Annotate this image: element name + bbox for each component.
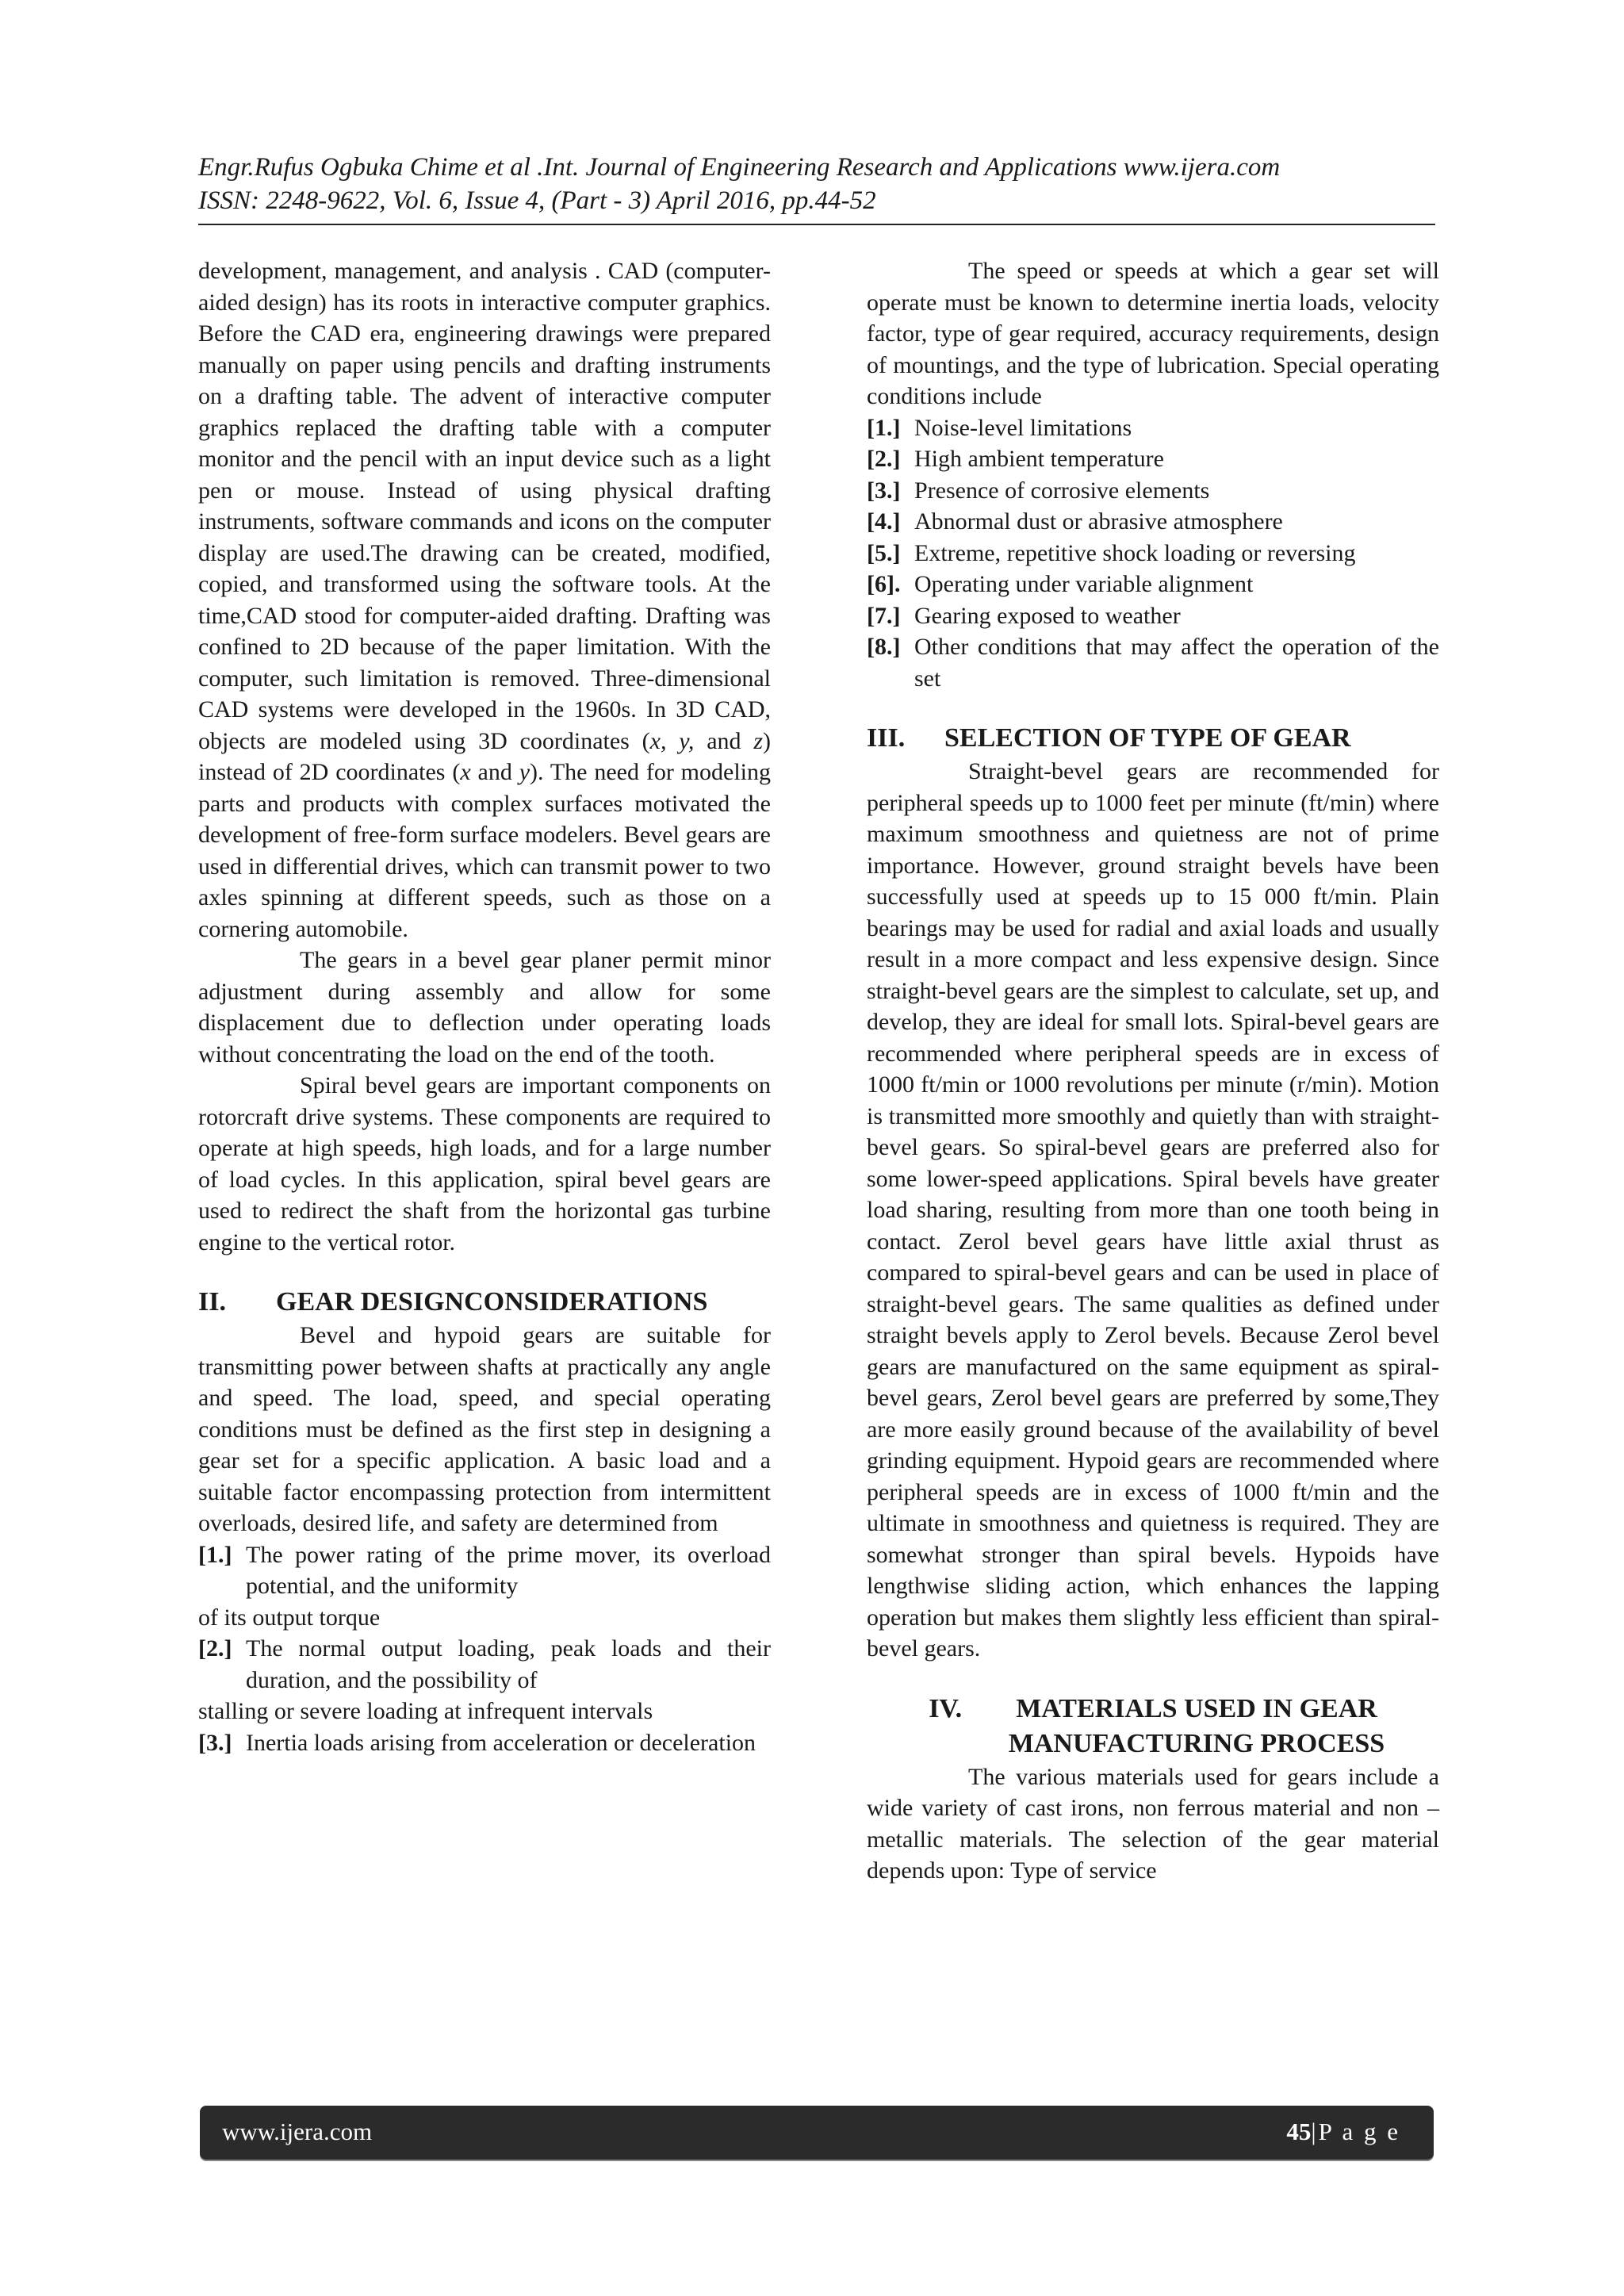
section-number: II. bbox=[198, 1287, 226, 1317]
list-item-text: The power rating of the prime mover, its overload potential, and the uniformity bbox=[246, 1541, 771, 1599]
section-title: SELECTION OF TYPE OF GEAR bbox=[944, 723, 1351, 753]
footer-website: www.ijera.com bbox=[222, 2118, 373, 2145]
condition-text: Presence of corrosive elements bbox=[914, 477, 1210, 504]
list-item-continuation: stalling or severe loading at infrequent intervals bbox=[198, 1698, 653, 1724]
paragraph-bevel-planer: The gears in a bevel gear planer permit minor adjustment during assembly and allow for some displacement due to deflection under operating loads without concentrating the load on the end of the tooth. bbox=[198, 947, 771, 1068]
condition-item bbox=[867, 631, 1439, 694]
page-footer bbox=[200, 2106, 1434, 2160]
condition-text: Extreme, repetitive shock loading or reversing bbox=[914, 539, 1356, 566]
list-item-text: Inertia loads arising from acceleration or deceleration bbox=[246, 1729, 756, 1756]
section-heading-gear-design bbox=[198, 1285, 771, 1320]
header-rule bbox=[198, 224, 1435, 225]
condition-text: High ambient temperature bbox=[914, 446, 1164, 472]
condition-number: [5.] bbox=[867, 539, 901, 566]
list-item-continuation: of its output torque bbox=[198, 1604, 381, 1631]
condition-item bbox=[867, 600, 1439, 632]
section-heading-gear-selection bbox=[867, 721, 1439, 756]
footer-page-number: 45|P a g e bbox=[1286, 2118, 1400, 2145]
section-title-line1: MATERIALS USED IN GEAR bbox=[1016, 1693, 1377, 1723]
condition-number: [2.] bbox=[867, 446, 901, 472]
list-item-number: [2.] bbox=[198, 1635, 232, 1662]
condition-text: Noise-level limitations bbox=[914, 414, 1132, 441]
paragraph-gear-selection: Straight-bevel gears are recommended for peripheral speeds up to 1000 feet per minute (ft/min) where maximum smoothness and quietness are not of prime importance. However, ground straight bevels have been successfully used at speeds up to 15 000 ft/min. Plain bearings may be used for radial and axial loads and usually result in a more compact and less expensive design. Since straight-bevel gears are the simplest to calculate, set up, and develop, they are ideal for small lots. Spiral-bevel gears are recommended where peripheral speeds are in excess of 1000 ft/min or 1000 revolutions per minute (r/min). Motion is transmitted more smoothly and quietly than with straight-bevel gears. So spiral-bevel gears are preferred also for some lower-speed applications. Spiral bevels have greater load sharing, resulting from more than one tooth being in contact. Zerol bevel gears have little axial thrust as compared to spiral-bevel gears and can be used in place of straight-bevel gears. The same qualities as defined under straight bevels apply to Zerol bevels. Because Zerol bevel gears are manufactured on the same equipment as spiral-bevel gears, Zerol bevel gears are preferred by some,They are more easily ground because of the availability of bevel grinding equipment. Hypoid gears are recommended where peripheral speeds are in excess of 1000 ft/min and the ultimate in smoothness and quietness is required. They are somewhat stronger than spiral bevels. Hypoids have lengthwise sliding action, which enhances the lapping operation but makes them slightly less efficient than spiral-bevel gears. bbox=[867, 758, 1439, 1662]
section-heading-materials bbox=[867, 1692, 1439, 1761]
condition-number: [4.] bbox=[867, 508, 901, 535]
condition-text: Operating under variable alignment bbox=[914, 571, 1254, 597]
section-number: IV. bbox=[929, 1693, 963, 1723]
section-number: III. bbox=[867, 723, 906, 753]
list-item-number: [1.] bbox=[198, 1541, 232, 1568]
condition-number: [7.] bbox=[867, 602, 901, 629]
condition-number: [3.] bbox=[867, 477, 901, 504]
condition-item bbox=[867, 412, 1439, 444]
paragraph-gear-speed: The speed or speeds at which a gear set will operate must be known to determine inertia loads, velocity factor, type of gear required, accuracy requirements, design of mountings, and the type of lubrication. Special operating conditions include bbox=[867, 258, 1439, 409]
condition-number: [6]. bbox=[867, 571, 901, 597]
paragraph-gear-design: Bevel and hypoid gears are suitable for transmitting power between shafts at practically any angle and speed. The load, speed, and special operating conditions must be defined as the first step in designing a gear set for a specific application. A basic load and a suitable factor encompassing protection from intermittent overloads, desired life, and safety are determined from bbox=[198, 1322, 771, 1536]
list-item-number: [3.] bbox=[198, 1729, 232, 1756]
header-citation: Engr.Rufus Ogbuka Chime et al .Int. Journal of Engineering Research and Applications www.ijera.com bbox=[198, 153, 1281, 182]
list-item bbox=[198, 1539, 771, 1602]
condition-item bbox=[867, 475, 1439, 507]
condition-text: Gearing exposed to weather bbox=[914, 602, 1181, 629]
condition-item bbox=[867, 506, 1439, 538]
paragraph-materials: The various materials used for gears include a wide variety of cast irons, non ferrous material and non – metallic materials. The selection of the gear material depends upon: Type of service bbox=[867, 1763, 1439, 1884]
condition-item bbox=[867, 569, 1439, 600]
header-issn: ISSN: 2248-9622, Vol. 6, Issue 4, (Part - 3) April 2016, pp.44-52 bbox=[198, 186, 876, 215]
section-title-line2: MANUFACTURING PROCESS bbox=[1008, 1728, 1385, 1758]
condition-item bbox=[867, 538, 1439, 569]
condition-text: Other conditions that may affect the operation of the set bbox=[914, 634, 1439, 692]
condition-number: [8.] bbox=[867, 634, 901, 660]
condition-number: [1.] bbox=[867, 414, 901, 441]
list-item bbox=[198, 1727, 771, 1759]
condition-item bbox=[867, 443, 1439, 475]
running-header bbox=[198, 151, 1435, 217]
paragraph-cad-history: development, management, and analysis . CAD (computer-aided design) has its roots in interactive computer graphics. Before the CAD era, engineering drawings were prepared manually on paper using pencils and drafting instruments on a drafting table. The advent of interactive computer graphics replaced the drafting table with a computer monitor and the pencil with an input device such as a light pen or mouse. Instead of using physical drafting instruments, software commands and icons on the computer display are used.The drawing can be created, modified, copied, and transformed using the software tools. At the time,CAD stood for computer-aided drafting. Drafting was confined to 2D because of the paper limitation. With the computer, such limitation is removed. Three-dimensional CAD systems were developed in the 1960s. In 3D CAD, objects are modeled using 3D coordinates (x, y, and z) instead of 2D coordinates (x and y). The need for modeling parts and products with complex surfaces motivated the development of free-form surface modelers. Bevel gears are used in differential drives, which can transmit power to two axles spinning at different speeds, such as those on a cornering automobile. bbox=[198, 258, 771, 942]
left-column bbox=[198, 255, 771, 1758]
paragraph-spiral-bevel: Spiral bevel gears are important components on rotorcraft drive systems. These components are required to operate at high speeds, high loads, and for a large number of load cycles. In this application, spiral bevel gears are used to redirect the shaft from the horizontal gas turbine engine to the vertical rotor. bbox=[198, 1072, 771, 1255]
condition-text: Abnormal dust or abrasive atmosphere bbox=[914, 508, 1283, 535]
right-column bbox=[867, 255, 1439, 1887]
list-item bbox=[198, 1633, 771, 1696]
list-item-text: The normal output loading, peak loads and their duration, and the possibility of bbox=[246, 1635, 771, 1693]
section-title: GEAR DESIGNCONSIDERATIONS bbox=[276, 1287, 708, 1317]
